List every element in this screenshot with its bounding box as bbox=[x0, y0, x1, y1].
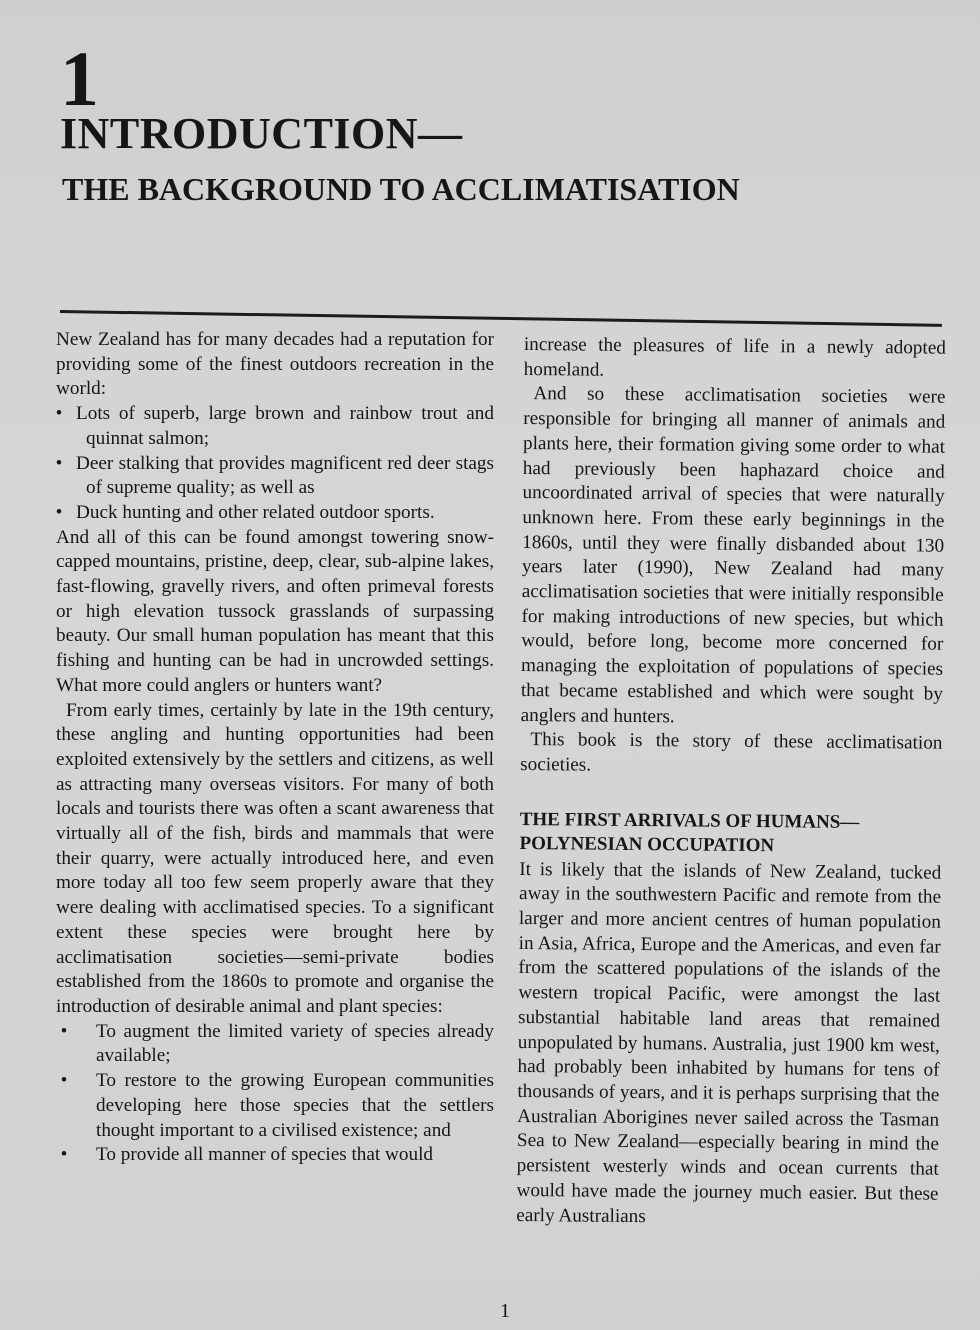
bullet-item: • To restore to the growing European communities developing here those species that the settlers thought important to a civilised existence; and bbox=[56, 1069, 494, 1143]
bullet-icon: • bbox=[60, 1144, 68, 1166]
bullet-item: • Duck hunting and other related outdoor sports. bbox=[56, 501, 494, 526]
chapter-title: INTRODUCTION— bbox=[60, 109, 463, 158]
continued-bullet-text: increase the pleasures of life in a newly adopted homeland. bbox=[523, 333, 946, 381]
page-number: 1 bbox=[500, 1300, 510, 1322]
body-paragraph: This book is the story of these acclimatisation societies. bbox=[520, 729, 943, 776]
bullet-icon: • bbox=[55, 501, 63, 523]
body-paragraph: And all of this can be found amongst towering snow-capped mountains, pristine, deep, clear, sub-alpine lakes, fast-flowing, gravelly rivers, and often primeval forests or high elevation tussock grasslands of surpassing beauty. Our small human population has meant that this fishing and hunting can be had in uncrowded settings. What more could anglers or hunters want? bbox=[56, 526, 494, 696]
bullet-icon: • bbox=[60, 1020, 68, 1042]
intro-paragraph: New Zealand has for many decades had a reputation for providing some of the finest outdoors recreation in the world: bbox=[56, 329, 494, 400]
right-column bbox=[516, 333, 946, 1232]
bullet-item: • Lots of superb, large brown and rainbow trout and quinnat salmon; bbox=[55, 403, 494, 449]
section-heading: THE FIRST ARRIVALS OF HUMANS—POLYNESIAN OCCUPATION bbox=[519, 808, 860, 856]
bullet-item: • Deer stalking that provides magnificent red deer stags of supreme quality; as well as bbox=[55, 452, 494, 499]
bullet-item: • To provide all manner of species that would bbox=[56, 1143, 494, 1168]
bullet-icon: • bbox=[55, 403, 63, 425]
chapter-subtitle: THE BACKGROUND TO ACCLIMATISATION bbox=[62, 171, 740, 207]
body-paragraph: And so these acclimatisation societies were responsible for bringing all manner of animals and plants here, their formation giving some order to what had previously been haphazard choice and uncoordinated arrival of species that were naturally unknown here. From these early beginnings in the 1860s, until they were finally disbanded about 130 years later (1990), New Zealand had many acclimatisation societies that were initially responsible for making introductions of new species, but which would, before long, become more concerned for managing the exploitation of populations of species that became established and which were sought by anglers and hunters. bbox=[520, 383, 946, 727]
body-paragraph: From early times, certainly by late in the 19th century, these angling and hunting opportunities had been exploited extensively by the settlers and citizens, as well as attracting many overseas visitors. For many of both locals and tourists there was often a scant awareness that virtually all of the fish, birds and mammals that were their quarry, were actually introduced here, and even more today all too few seem properly aware that they were dealing with acclimatised species. To a significant extent these species were brought here by acclimatisation societies—semi-private bodies established from the 1860s to promote and organise the introduction of desirable animal and plant species: bbox=[56, 699, 494, 1017]
bullet-icon: • bbox=[60, 1070, 68, 1092]
chapter-number: 1 bbox=[60, 35, 99, 122]
left-column bbox=[56, 328, 494, 1168]
heading-rule bbox=[60, 310, 942, 327]
body-paragraph: It is likely that the islands of New Zealand, tucked away in the southwestern Pacific and remote from the larger and more ancient centres of human population in Asia, Africa, Europe and the Americas, and even far from the scattered populations of the islands of the western tropical Pacific, were amongst the last substantial habitable land areas that remained unpopulated by humans. Australia, just 1900 km west, had probably been inhabited by humans for tens of thousands of years, and it is perhaps surprising that the Australian Aborigines never sailed across the Tasman Sea to New Zealand—especially bearing in mind the persistent westerly winds and ocean currents that would have made the journey much easier. But these early Australians bbox=[516, 858, 942, 1227]
bullet-icon: • bbox=[55, 452, 63, 474]
bullet-item: • To augment the limited variety of species already available; bbox=[56, 1020, 494, 1069]
